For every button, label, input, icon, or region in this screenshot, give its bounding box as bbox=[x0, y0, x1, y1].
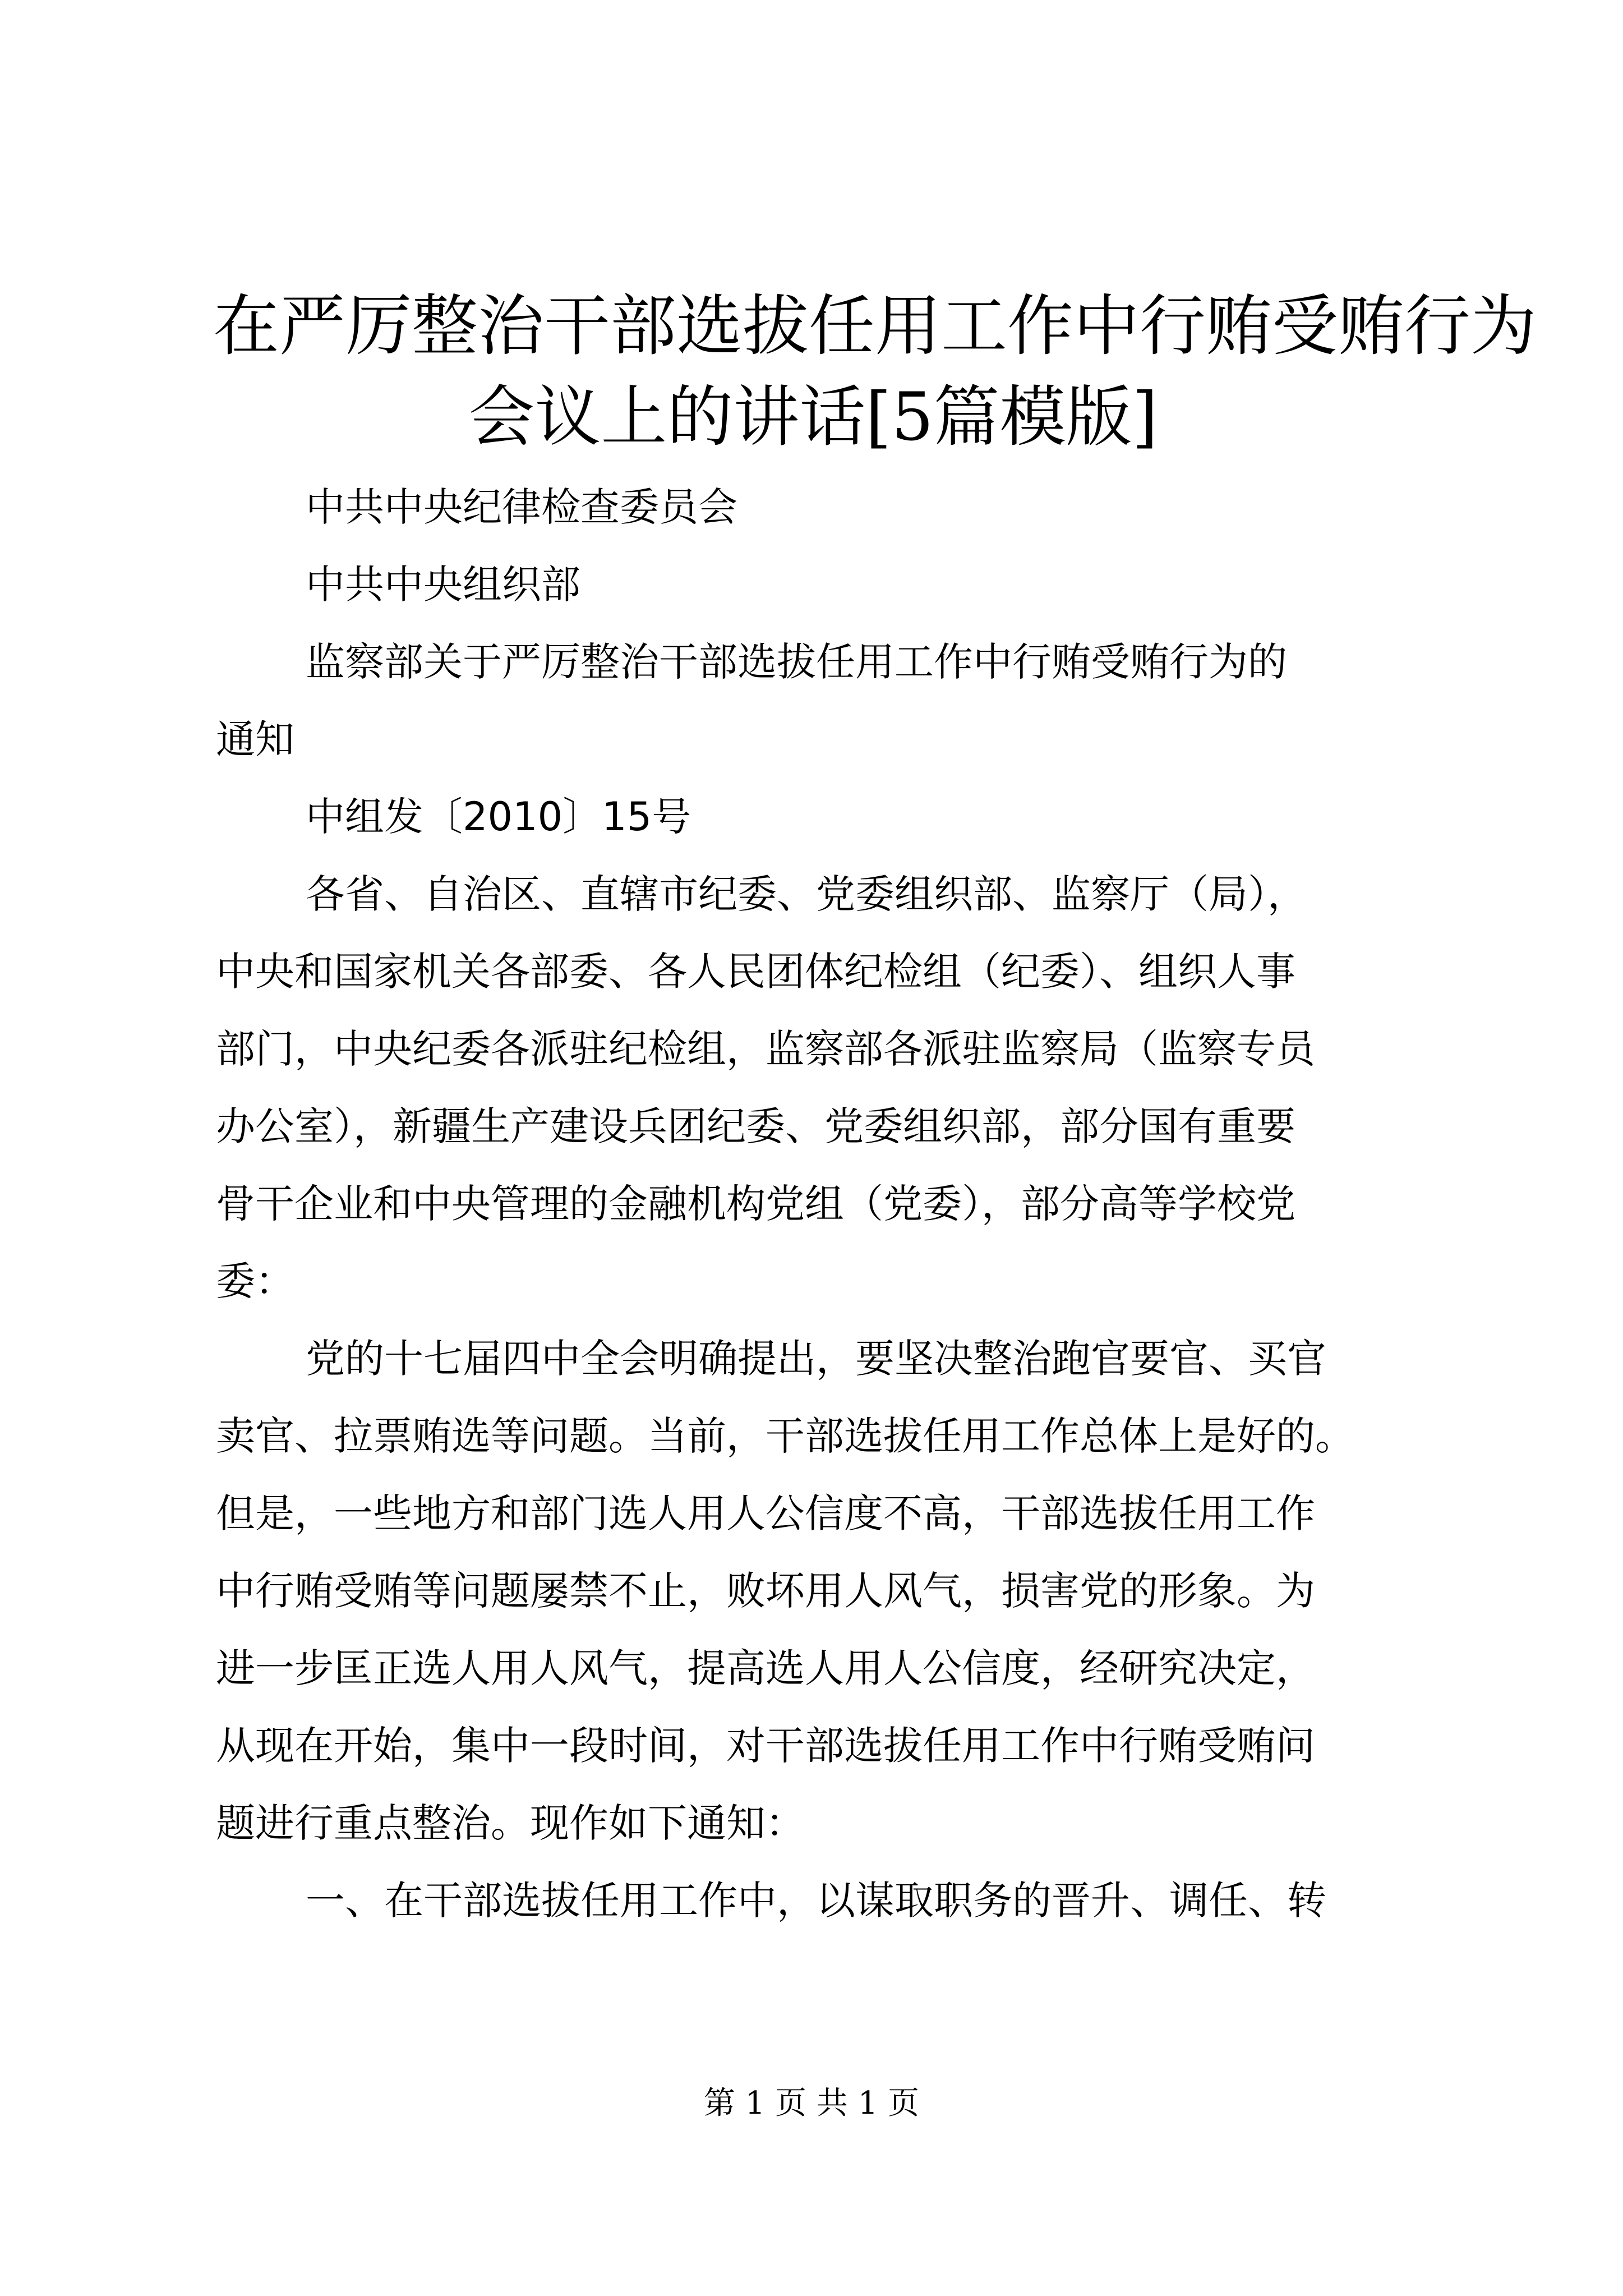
body-line: 中行贿受贿等问题屡禁不止，败坏用人风气，损害党的形象。为 bbox=[216, 1568, 1315, 1614]
body-line: 党的十七届四中全会明确提出，要坚决整治跑官要官、买官 bbox=[306, 1336, 1326, 1382]
body-line: 但是，一些地方和部门选人用人公信度不高，干部选拔任用工作 bbox=[216, 1490, 1315, 1536]
body-line: 进一步匡正选人用人风气，提高选人用人公信度，经研究决定， bbox=[216, 1645, 1315, 1691]
notice-title bbox=[216, 623, 1422, 778]
page-footer bbox=[0, 2084, 1623, 2123]
body-line: 卖官、拉票贿选等问题。当前，干部选拔任用工作总体上是好的。 bbox=[216, 1413, 1354, 1459]
title-line-2: 会议上的讲话[5篇模版] bbox=[468, 378, 1158, 455]
issuer-text: 中共中央组织部 bbox=[306, 562, 580, 608]
recipients-line: 中央和国家机关各部委、各人民团体纪检组（纪委）、组织人事 bbox=[216, 949, 1295, 995]
issuer-line bbox=[216, 546, 1422, 623]
page-number: 第 1 页 共 1 页 bbox=[703, 2085, 920, 2122]
title-line-1: 在严厉整治干部选拔任用工作中行贿受贿行为 bbox=[213, 287, 1537, 365]
document-body bbox=[216, 468, 1422, 1939]
body-line: 一、在干部选拔任用工作中，以谋取职务的晋升、调任、转 bbox=[306, 1878, 1326, 1924]
recipients-line: 骨干企业和中央管理的金融机构党组（党委），部分高等学校党 bbox=[216, 1181, 1295, 1227]
recipients-line: 办公室），新疆生产建设兵团纪委、党委组织部，部分国有重要 bbox=[216, 1103, 1295, 1149]
notice-title-line-2: 通知 bbox=[216, 716, 294, 762]
recipients-line: 部门，中央纪委各派驻纪检组，监察部各派驻监察局（监察专员 bbox=[216, 1026, 1315, 1072]
notice-title-line-1: 监察部关于严厉整治干部选拔任用工作中行贿受贿行为的 bbox=[306, 639, 1287, 685]
body-paragraph bbox=[216, 1320, 1422, 1862]
body-paragraph bbox=[216, 1862, 1422, 1939]
recipients-line: 各省、自治区、直辖市纪委、党委组织部、监察厅（局）， bbox=[306, 871, 1307, 917]
recipients-paragraph bbox=[216, 855, 1422, 1320]
document-number bbox=[216, 778, 1422, 855]
body-line: 从现在开始，集中一段时间，对干部选拔任用工作中行贿受贿问 bbox=[216, 1723, 1315, 1769]
body-line: 题进行重点整治。现作如下通知： bbox=[216, 1800, 805, 1846]
issuer-line bbox=[216, 468, 1422, 546]
document-title bbox=[213, 280, 1537, 462]
document-number-text: 中组发〔2010〕15号 bbox=[306, 794, 691, 840]
recipients-line: 委： bbox=[216, 1258, 294, 1304]
issuer-text: 中共中央纪律检查委员会 bbox=[306, 484, 737, 530]
